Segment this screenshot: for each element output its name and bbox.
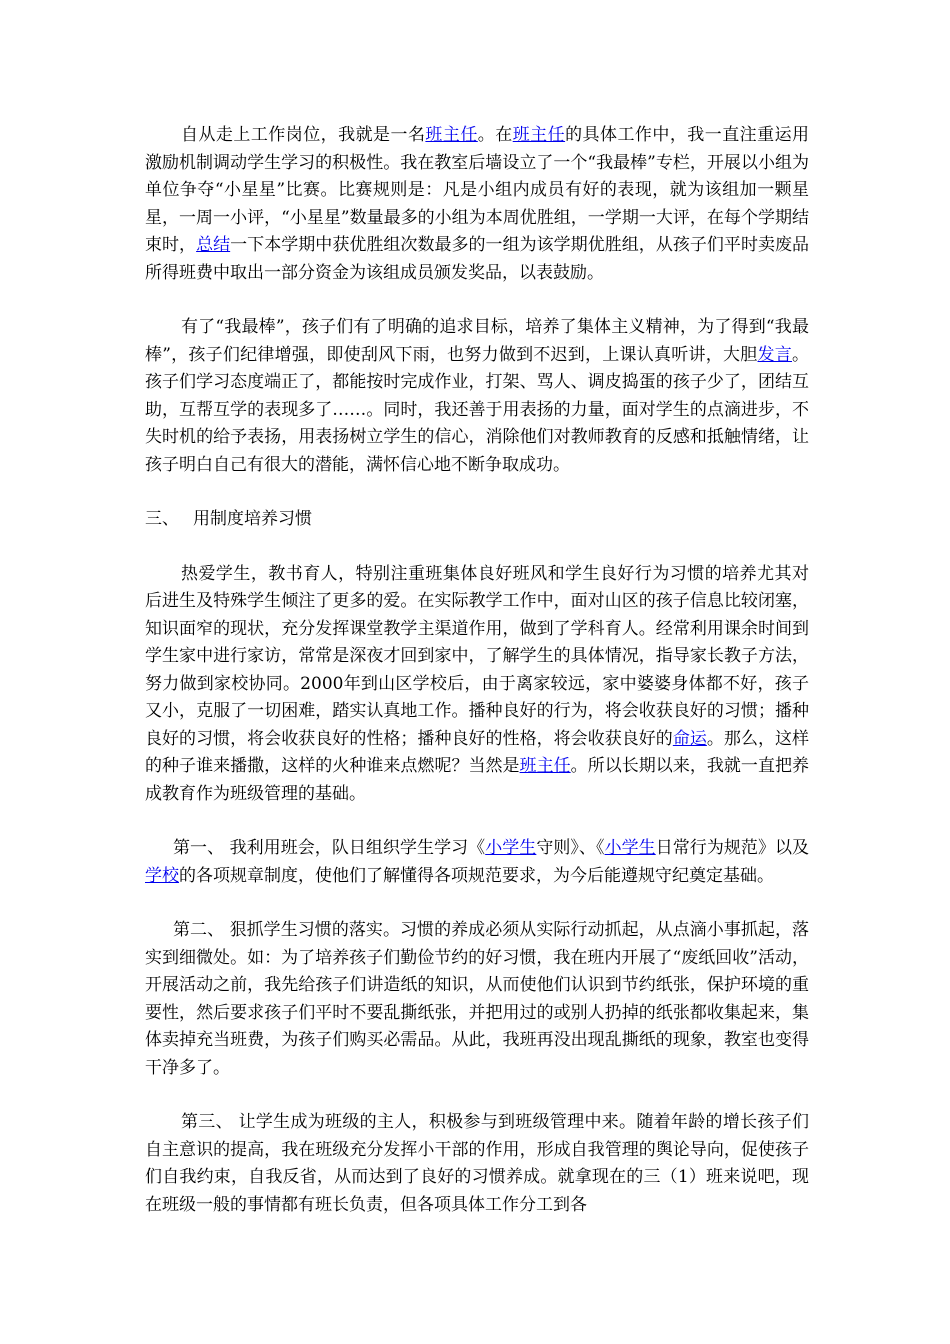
section-number: 三、	[145, 509, 179, 529]
link-pupil[interactable]: 小学生	[485, 838, 537, 858]
text-span: 。所以长期以来，我就一直把养成教育作为班级管理的基础。	[145, 756, 810, 804]
text-span: 。那么，这样的种子谁来播撒，这样的火种谁来点燃呢？当然是	[145, 728, 810, 776]
link-summary[interactable]: 总结	[196, 235, 231, 255]
link-destiny[interactable]: 命运	[672, 728, 707, 749]
text-span: 第三、 让学生成为班级的主人，积极参与到班级管理中来。随着年龄的增长孩子们自主意识的提高，我在班级充分发挥小干部的作用，形成自我管理的舆论导向，促使孩子们自我约束，自我反省，从而达到了良好的习惯养成。就拿现在的三（1）班来说吧，现在班级一般的事情都有班长负责，但各项具体工作分工到各	[145, 1112, 809, 1215]
text-span: 守则》、《	[536, 838, 605, 858]
text-span: 第二、 狠抓学生习惯的落实。习惯的养成必须从实际行动抓起，从点滴小事抓起，落实到细微处。如：为了培养孩子们勤俭节约的好习惯，我在班内开展了“废纸回收”活动，开展活动之前，我先给孩子们讲造纸的知识，从而使他们认识到节约纸张，保护环境的重要性，然后要求孩子们平时不要乱撕纸张，并把用过的或别人扔掉的纸张都收集起来，集体卖掉充当班费，为孩子们购买必需品。从此，我班再没出现乱撕纸的现象，教室也变得干净多了。	[145, 920, 809, 1078]
document-page	[145, 122, 809, 1219]
text-span: 。在	[477, 125, 513, 145]
text-span: 第一、 我利用班会，队日组织学生学习《	[173, 838, 486, 858]
link-class-teacher[interactable]: 班主任	[512, 125, 566, 145]
paragraph-3	[145, 561, 809, 809]
link-class-teacher[interactable]: 班主任	[425, 125, 478, 145]
text-span: 热爱学生，教书育人，特别注重班集体良好班风和学生良好行为习惯的培养尤其对后进生及特殊学生倾注了更多的爱。在实际教学工作中，面对山区的孩子信息比较闭塞，知识面窄的现状，充分发挥课堂教学主渠道作用，做到了学科育人。经常利用课余时间到学生家中进行家访，常常是深夜才回到家中，了解学生的具体情况，指导家长教子方法，努力做到家校协同。2000年到山区学校后，由于离家较远，家中婆婆身体都不好，孩子又小，克服了一切困难，踏实认真地工作。播种良好的行为，将会收获良好的习惯；播种良好的习惯，将会收获良好的性格；播种良好的性格，将会收获良好的	[145, 563, 809, 749]
paragraph-4	[145, 835, 809, 890]
link-class-teacher[interactable]: 班主任	[519, 756, 571, 776]
section-title: 用制度培养习惯	[193, 509, 312, 529]
link-pupil[interactable]: 小学生	[604, 838, 656, 858]
text-span: 的具体工作中，我一直注重运用激励机制调动学生学习的积极性。我在教室后墙设立了一个“我最棒”专栏，开展以小组为单位争夺“小星星”比赛。比赛规则是：凡是小组内成员有好的表现，就为该组加一颗星星，一周一小评，“小星星”数量最多的小组为本周优胜组，一学期一大评，在每个学期结束时，	[145, 125, 810, 255]
text-span: 自从走上工作岗位，我就是一名	[181, 125, 426, 145]
paragraph-6	[145, 1109, 809, 1219]
text-span: 。孩子们学习态度端正了，都能按时完成作业，打架、骂人、调皮捣蛋的孩子少了，团结互助，互帮互学的表现多了……。同时，我还善于用表扬的力量，面对学生的点滴进步，不失时机的给予表扬，用表扬树立学生的信心，消除他们对教师教育的反感和抵触情绪，让孩子明白自己有很大的潜能，满怀信心地不断争取成功。	[145, 344, 809, 475]
text-span: 日常行为规范》以及	[655, 838, 810, 858]
link-school[interactable]: 学校	[145, 865, 179, 886]
paragraph-1	[145, 122, 809, 287]
link-speech[interactable]: 发言	[757, 344, 792, 365]
paragraph-5	[145, 917, 809, 1082]
section-heading	[145, 506, 809, 534]
paragraph-2	[145, 314, 809, 479]
text-span: 的各项规章制度，使他们了解懂得各项规范要求，为今后能遵规守纪奠定基础。	[179, 865, 774, 886]
text-span: 一下本学期中获优胜组次数最多的一组为该学期优胜组，从孩子们平时卖废品所得班费中取出一部分资金为该组成员颁发奖品，以表鼓励。	[145, 235, 810, 283]
text-span: 有了“我最棒”，孩子们有了明确的追求目标，培养了集体主义精神，为了得到“我最棒”，孩子们纪律增强，即使刮风下雨，也努力做到不迟到，上课认真听讲，大胆	[145, 317, 809, 365]
